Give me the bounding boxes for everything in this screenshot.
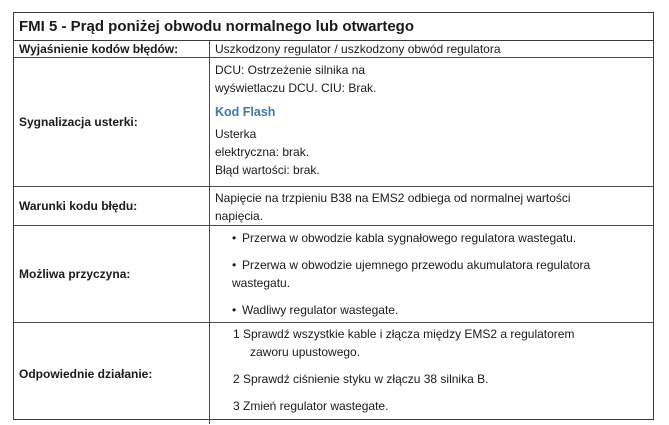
bullet-icon: •: [232, 231, 237, 245]
row-error-condition: [14, 187, 653, 226]
fault-code-table: [14, 41, 653, 424]
fault-signaling-value: [210, 58, 654, 187]
flash-code-heading: Kod Flash: [215, 105, 276, 119]
fault-code-document: [13, 12, 654, 420]
cause-list-item: • Przerwa w obwodzie kabla sygnałowego regulatora wastegatu.: [232, 231, 577, 245]
document-title: FMI 5 - Prąd poniżej obwodu normalnego lub otwartego: [14, 13, 653, 41]
error-condition-label: Warunki kodu błędu:: [14, 187, 210, 226]
condition-text-line: Napięcie na trzpieniu B38 na EMS2 odbiega od normalnej wartości: [215, 191, 571, 205]
row-error-explanation: [14, 41, 653, 58]
signal-text-line: Usterka: [215, 127, 257, 141]
signal-text-line: DCU: Ostrzeżenie silnika na: [215, 63, 366, 77]
bullet-icon: •: [232, 303, 237, 317]
signal-text-line: elektryczna: brak.: [215, 145, 310, 159]
error-explanation-label: Wyjaśnienie kodów błędów:: [14, 41, 210, 58]
row-possible-cause: [14, 226, 653, 323]
bullet-icon: •: [232, 258, 237, 272]
error-explanation-value: Uszkodzony regulator / uszkodzony obwód regulatora: [210, 41, 654, 58]
corrective-action-label: Odpowiednie działanie:: [14, 323, 210, 425]
signal-text-line: wyświetlaczu DCU. CIU: Brak.: [215, 81, 377, 95]
cause-list-item: • Wadliwy regulator wastegate.: [232, 303, 399, 317]
action-list-item: 3 Zmień regulator wastegate.: [233, 399, 389, 413]
condition-text-line: napięcia.: [215, 209, 264, 223]
possible-cause-label: Możliwa przyczyna:: [14, 226, 210, 323]
action-list-item: 1 Sprawdź wszystkie kable i złącza między EMS2 a regulatorem zaworu upustowego.: [233, 327, 575, 359]
error-condition-value: [210, 187, 654, 226]
row-corrective-action: [14, 323, 653, 425]
cause-list-item: • Przerwa w obwodzie ujemnego przewodu akumulatora regulatora wastegatu.: [232, 258, 591, 290]
possible-cause-value: [210, 226, 654, 323]
action-list-item: 2 Sprawdź ciśnienie styku w złączu 38 silnika B.: [233, 372, 489, 386]
row-fault-signaling: [14, 58, 653, 187]
signal-text-line: Błąd wartości: brak.: [215, 163, 320, 177]
fault-signaling-label: Sygnalizacja usterki:: [14, 58, 210, 187]
corrective-action-value: [210, 323, 654, 425]
